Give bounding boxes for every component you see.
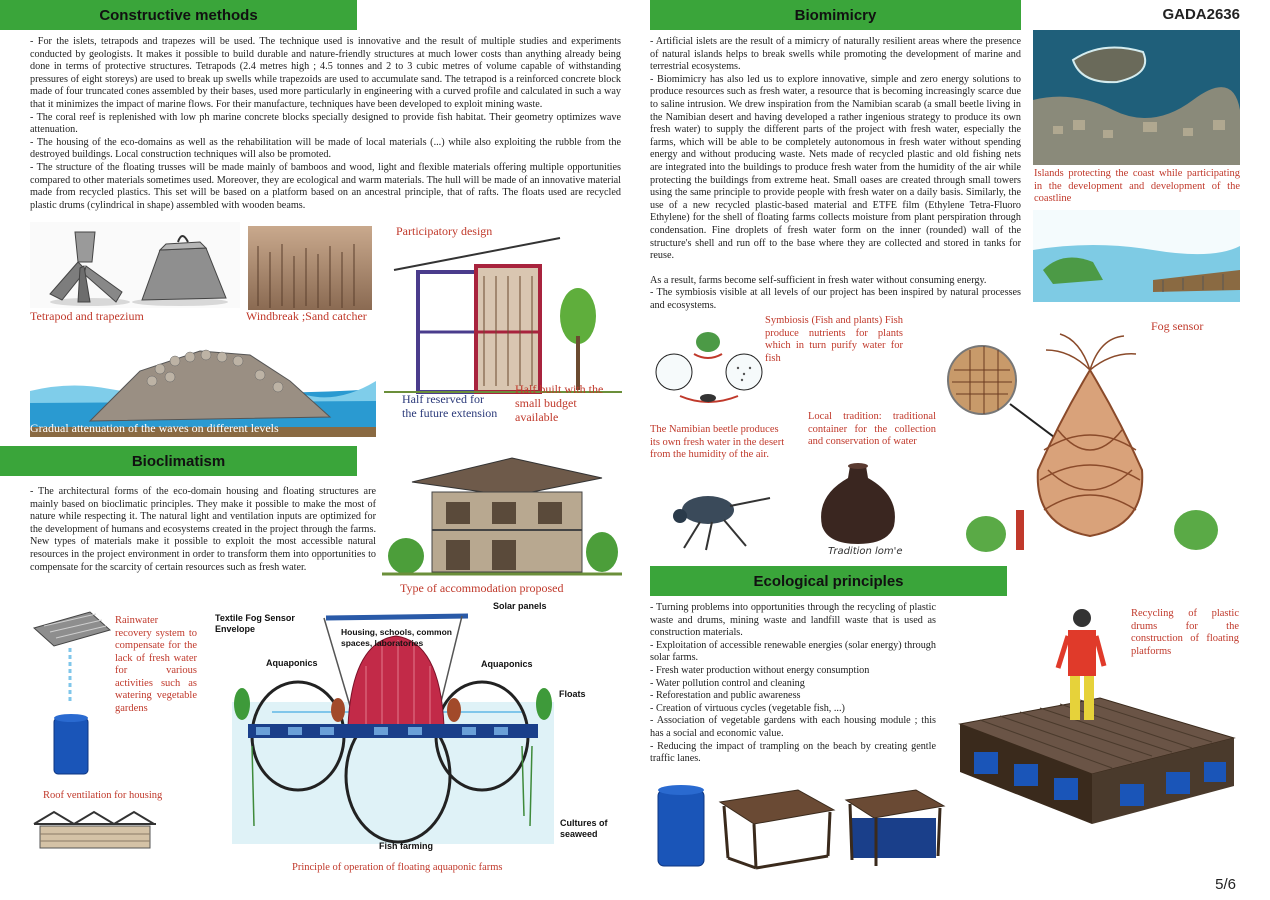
biomimicry-title-text: Biomimicry	[794, 6, 877, 24]
label-housing: Housing, schools, common spaces, laboratories	[341, 627, 452, 648]
label-textile-envelope: Textile Fog Sensor Envelope	[215, 613, 295, 634]
biomimicry-paragraph: - The symbiosis visible at all levels of our project has been inspired by natural processes and ecosystems.	[650, 287, 1021, 311]
constructive-paragraph: - For the islets, tetrapods and trapezes will be used. The technique used is innovative and the result of multiple studies and experiments conducted by geologists. It makes it possible to build durable and nature-friendly structures at much lower costs than anything already being done in terms of protective structures. Tetrapods (2.4 metres high ; 4.5 tonnes and 2 to 3 cubic metres of volume capable of withstanding pressures of eight storeys) are used to break up swells while trapezoids are used to accumulate sand. The tetrapod is a reinforced concrete block made of four truncated cones assembled by their bases, used more particularly in engineering with a curved profile and calculated in such a way that it minimizes the impact of marine flows. For their manufacture, techniques have been developed to exploit mining waste.	[30, 36, 621, 110]
bioclimatism-text: - The architectural forms of the eco-domain housing and floating structures are mainly based on bioclimatic principles. They make it possible to make the most of nature while respecting it. The natural light and ventilation inputs are optimized for the development of humans and ecosystems created in the project through the farms. New types of materials make it possible to exploit the most accessible natural resources in the project environment in order to transform them into opportunities to compensate for the scarcity of certain resources such as fresh water.	[30, 486, 376, 573]
biomimicry-title	[650, 0, 1021, 30]
ecological-item: - Creation of virtuous cycles (vegetable fish, ...)	[650, 702, 845, 714]
biomimicry-paragraph: - Artificial islets are the result of a mimicry of naturally resilient areas where the presence of natural islands helps to break swells while promoting the development of marine and terrestrial ecosystems.	[650, 36, 1021, 73]
project-code: GADA2636	[1162, 6, 1240, 23]
namibian-beetle-sketch	[650, 468, 786, 556]
label-seaweed: Cultures of seaweed	[560, 818, 608, 839]
fog-sensor-caption: Fog sensor	[1151, 319, 1204, 333]
tetrapod-caption: Tetrapod and trapezium	[30, 309, 144, 323]
islands-caption: Islands protecting the coast while participating in the development and development of the coastline	[1034, 168, 1240, 204]
participatory-design-sketch	[384, 236, 622, 398]
constructive-text	[30, 36, 621, 212]
biomimicry-paragraph: As a result, farms become self-sufficient in fresh water without consuming energy.	[650, 274, 987, 286]
label-aquaponics-right: Aquaponics	[481, 659, 533, 669]
roof-ventilation-sketch	[30, 806, 160, 856]
constructive-paragraph: - The structure of the floating trusses will be made mainly of bamboos and wood, light and flexible materials offering multiple opportunities compared to other materials sometimes used. Moreover, they are ecological and warm materials. The hull will be made of an innovative material made from recycled plastics. This set will be based on a platform based on an ancestral principle, that of rafts. The floats used are recycled plastic drums (cylindrical in shape) assembled with wooden beams.	[30, 161, 621, 211]
page-number: 5/6	[1215, 876, 1236, 893]
biomimicry-paragraph: - Biomimicry has also led us to explore innovative, simple and zero energy solutions to produce resources such as fresh water, a resource that is becoming increasingly scarce due to saline intrusion. We drew inspiration from the Namibian scarab (a small beetle living in the Namibian desert and having developed a rather ingenious strategy to produce its own fresh water) to supply the different parts of the project with fresh water, especially the farms, which will be able to be completely autonomous in fresh water without spending energy and without producing waste. Nets made of recycled plastic and old fishing nets are integrated into the buildings to produce fresh water from the humidity of the air while protecting the buildings from extreme heat. Small oases are created through small towers using the same principle to provide people with fresh water on a daily basis. Similarly, the use of a new recycled plastic-based material and ETFE film (Ethylene Tetra-Fluoro Ethylene) for the shell of floating farms collects moisture from plant perspiration through condensation. Fine droplets of fresh water form on the inner (rounded) wall of the structure's shell and run off to the base where they are collected and stored in tanks for reuse.	[650, 73, 1021, 262]
ecological-item: - Association of vegetable gardens with each housing module ; this has a social and economic value.	[650, 715, 936, 739]
label-floats: Floats	[559, 689, 586, 699]
waves-caption: Gradual attenuation of the waves on different levels	[30, 421, 279, 435]
ecological-item: - Fresh water production without energy consumption	[650, 664, 870, 676]
label-aquaponics-left: Aquaponics	[266, 658, 318, 668]
constructive-methods-title-text: Constructive methods	[99, 6, 258, 24]
participatory-caption: Participatory design	[396, 224, 493, 238]
ecological-item: - Turning problems into opportunities through the recycling of plastic waste and drums, mining waste and landfill waste that is used as construction materials.	[650, 602, 936, 639]
constructive-paragraph: - The coral reef is replenished with low ph marine concrete blocks specially designed to provide fish habitat. Their geometry optimizes wave attenuation.	[30, 111, 621, 136]
bioclimatism-title-text: Bioclimatism	[131, 452, 226, 470]
constructive-paragraph: - The housing of the eco-domains as well as the rehabilitation will be made of local materials (...) while also exploiting the rubble from the destroyed buildings. Local construction techniques will also be promoted.	[30, 136, 621, 161]
tradition-caption: Local tradition: traditional container for the collection and conservation of water	[808, 411, 936, 447]
accommodation-caption: Type of accommodation proposed	[400, 581, 564, 595]
ecological-principles-title-text: Ecological principles	[753, 572, 904, 590]
windbreak-image	[248, 226, 372, 310]
ecological-list	[650, 602, 936, 766]
half-reserved-caption: Half reserved for the future extension	[402, 392, 498, 420]
bioclimatism-title	[0, 446, 357, 476]
biomimicry-text	[650, 36, 1021, 312]
recycling-caption: Recycling of plastic drums for the construction of floating platforms	[1131, 608, 1239, 657]
label-solar-panels: Solar panels	[493, 601, 547, 611]
tradition-sketch-note: Tradition lom'e	[828, 546, 903, 557]
constructive-methods-title	[0, 0, 357, 30]
half-built-caption: Half built with the small budget available	[515, 382, 604, 424]
tetrapod-image	[30, 222, 240, 308]
islands-aerial-image	[1033, 30, 1240, 165]
aquaponic-caption: Principle of operation of floating aquaponic farms	[292, 862, 503, 873]
ecological-item: - Exploitation of accessible renewable energies (solar energy) through solar farms.	[650, 639, 936, 664]
rainwater-caption: Rainwater recovery system to compensate for the lack of fresh water for various activities such as watering vegetable gardens	[115, 615, 197, 714]
label-fish-farming: Fish farming	[379, 841, 434, 851]
accommodation-sketch	[382, 452, 622, 584]
ecological-principles-title	[650, 566, 1007, 596]
fog-sensor-sketch	[940, 330, 1240, 560]
windbreak-caption: Windbreak ;Sand catcher	[246, 309, 367, 323]
drums-platform-sketches	[654, 780, 946, 872]
ecological-item: - Reforestation and public awareness	[650, 690, 801, 702]
beetle-caption: The Namibian beetle produces its own fresh water in the desert from the humidity of the air.	[650, 424, 785, 460]
rainwater-image	[30, 608, 114, 784]
roof-caption: Roof ventilation for housing	[43, 790, 163, 801]
symbiosis-diagram	[650, 322, 766, 406]
coastline-sketch	[1033, 210, 1240, 302]
symbiosis-caption: Symbiosis (Fish and plants) Fish produce nutrients for plants which in turn purify water for fish	[765, 315, 903, 364]
ecological-item: - Water pollution control and cleaning	[650, 677, 805, 689]
ecological-item: - Reducing the impact of trampling on the beach by creating gentle traffic lanes.	[650, 740, 936, 765]
